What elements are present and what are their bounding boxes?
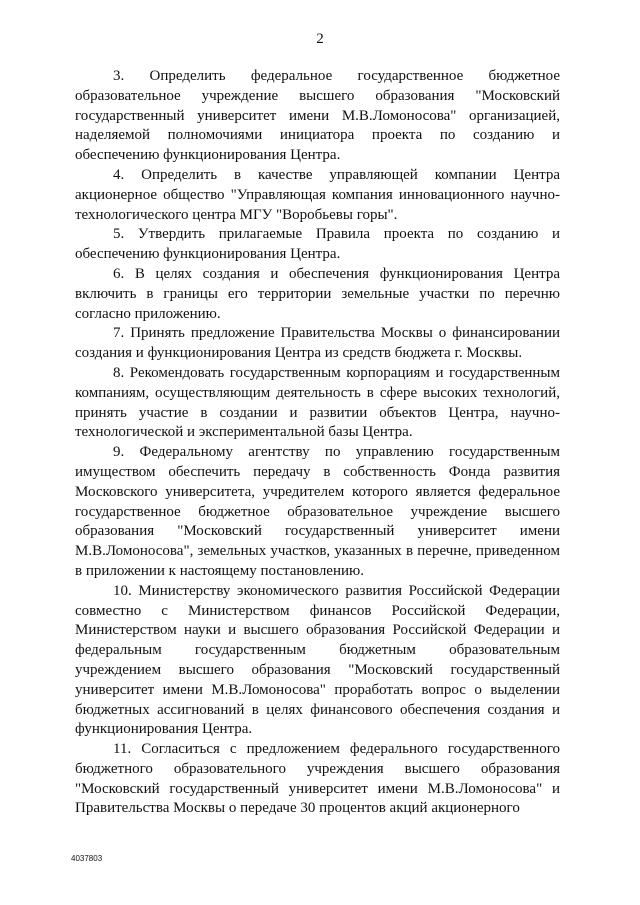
paragraph-7: 7. Принять предложение Правительства Москвы о финансировании создания и функционирования Центра из средств бюджета г. Москвы. [75,325,560,362]
paragraph-10: 10. Министерству экономического развития Российской Федерации совместно с Министерством финансов Российской Федерации, Министерством науки и высшего образования Российской Федерации и федеральным государственным бюджетным образовательным учреждением высшего образования "Московский государственный университет имени М.В.Ломоносова" проработать вопрос о выделении бюджетных ассигнований в целях финансового обеспечения создания и функционирования Центра. [75,582,560,738]
paragraph-4: 4. Определить в качестве управляющей компании Центра акционерное общество "Управляющая компания инновационного научно-технологического центра МГУ "Воробьевы горы". [75,166,560,223]
paragraph-8: 8. Рекомендовать государственным корпорациям и государственным компаниям, осуществляющим деятельность в сфере высоких технологий, принять участие в создании и развитии объектов Центра, научно-технологической и экспериментальной базы Центра. [75,364,560,441]
paragraph-11: 11. Согласиться с предложением федерального государственного бюджетного образовательного учреждения высшего образования "Московский государственный университет имени М.В.Ломоносова" и Правительства Москвы о передаче 30 процентов акций акционерного [75,741,560,817]
paragraph-9: 9. Федеральному агентству по управлению государственным имуществом обеспечить передачу в собственность Фонда развития Московского университета, учредителем которого является федеральное государственное бюджетное образовательное учреждение высшего образования "Московский государственный университет имени М.В.Ломоносова", земельных участков, указанных в перечне, приведенном в приложении к настоящему постановлению. [75,444,560,579]
paragraph-5: 5. Утвердить прилагаемые Правила проекта по созданию и обеспечению функционирования Центра. [75,226,560,263]
document-body [75,67,560,819]
paragraph-3: 3. Определить федеральное государственное бюджетное образовательное учреждение высшего образования "Московский государственный университет имени М.В.Ломоносова" организацией, наделяемой полномочиями инициатора проекта по созданию и обеспечению функционирования Центра. [75,68,560,164]
page-number: 2 [316,31,324,47]
paragraph-6: 6. В целях создания и обеспечения функционирования Центра включить в границы его территории земельные участки по перечню согласно приложению. [75,265,560,322]
document-code: 4037803 [71,854,103,863]
